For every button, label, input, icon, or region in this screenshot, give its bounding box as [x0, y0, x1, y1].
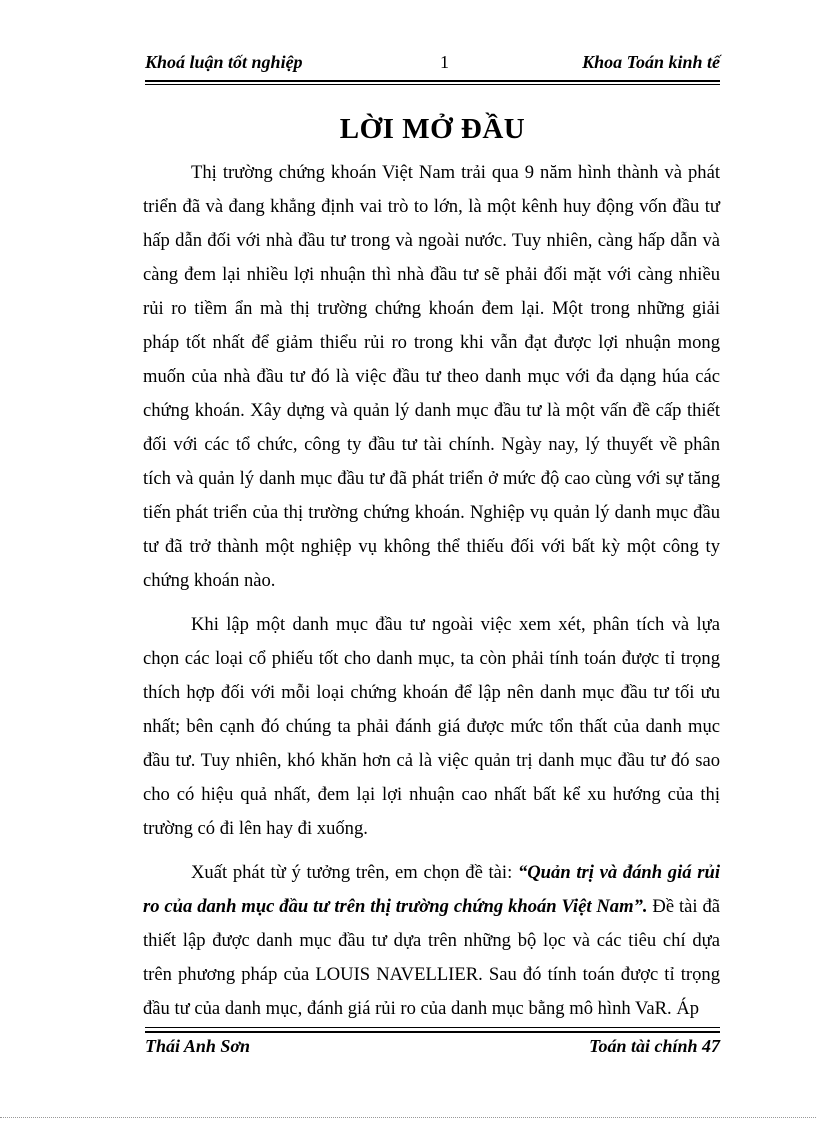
- header-rule-thick: [145, 80, 720, 82]
- footer-rule-thick: [145, 1031, 720, 1033]
- page-edge-divider: [0, 1117, 816, 1118]
- paragraph: [143, 856, 720, 1026]
- page-header: [145, 52, 720, 78]
- page-number: 1: [440, 52, 449, 72]
- body-text: [143, 156, 720, 1026]
- paragraph: Thị trường chứng khoán Việt Nam trải qua 9 năm hình thành và phát triển đã và đang khẳng định vai trò to lớn, là một kênh huy động vốn đầu tư hấp dẫn đối với nhà đầu tư trong và ngoài nước. Tuy nhiên, càng hấp dẫn và càng đem lại nhiều lợi nhuận thì nhà đầu tư sẽ phải đối mặt với càng nhiều rủi ro tiềm ẩn mà thị trường chứng khoán đem lại. Một trong những giải pháp tốt nhất để giảm thiểu rủi ro trong khi vẫn đạt được lợi nhuận mong muốn của nhà đầu tư đó là việc đầu tư theo danh mục với đa dạng húa các chứng khoán. Xây dựng và quản lý danh mục đầu tư là một vấn đề cấp thiết đối với các tổ chức, công ty đầu tư tài chính. Ngày nay, lý thuyết về phân tích và quản lý danh mục đầu tư đã phát triển ở mức độ cao cùng với sự tăng tiến phát triển của thị trường chứng khoán. Nghiệp vụ quản lý danh mục đầu tư đã trở thành một nghiệp vụ không thể thiếu đối với bất kỳ một công ty chứng khoán nào.: [143, 162, 720, 591]
- header-thesis-label: Khoá luận tốt nghiệp: [145, 52, 303, 72]
- page-title: LỜI MỞ ĐẦU: [339, 113, 526, 145]
- paragraph: Khi lập một danh mục đầu tư ngoài việc xem xét, phân tích và lựa chọn các loại cổ phiếu tốt cho danh mục, ta còn phải tính toán được tỉ trọng thích hợp đối với mỗi loại chứng khoán để lập nên danh mục đầu tư tối ưu nhất; bên cạnh đó chúng ta phải đánh giá được mức tổn thất của danh mục đầu tư. Tuy nhiên, khó khăn hơn cả là việc quản trị danh mục đầu tư đó sao cho có hiệu quả nhất, đem lại lợi nhuận cao nhất bất kể xu hướng của thị trường có đi lên hay đi xuống.: [143, 614, 720, 839]
- page-footer: [145, 1036, 720, 1062]
- footer-class: Toán tài chính 47: [589, 1036, 720, 1056]
- paragraph-intro: Xuất phát từ ý tưởng trên, em chọn đề tài:: [191, 862, 518, 883]
- footer-author: Thái Anh Sơn: [145, 1036, 251, 1056]
- header-rule-thin: [145, 84, 720, 85]
- paragraph-continuation: Đề tài đã thiết lập được danh mục đầu tư dựa trên những bộ lọc và các tiêu chí dựa trên phương pháp của LOUIS NAVELLIER. Sau đó tính toán được tỉ trọng đầu tư của danh mục, đánh giá rủi ro của danh mục bằng mô hình VaR. Áp: [143, 896, 720, 1019]
- header-faculty-label: Khoa Toán kinh tế: [582, 52, 720, 72]
- thesis-topic: “Quản trị và đánh giá rủi ro của danh mục đầu tư trên thị trường chứng khoán Việt Nam”.: [143, 862, 720, 917]
- footer-rule-thin: [145, 1027, 720, 1028]
